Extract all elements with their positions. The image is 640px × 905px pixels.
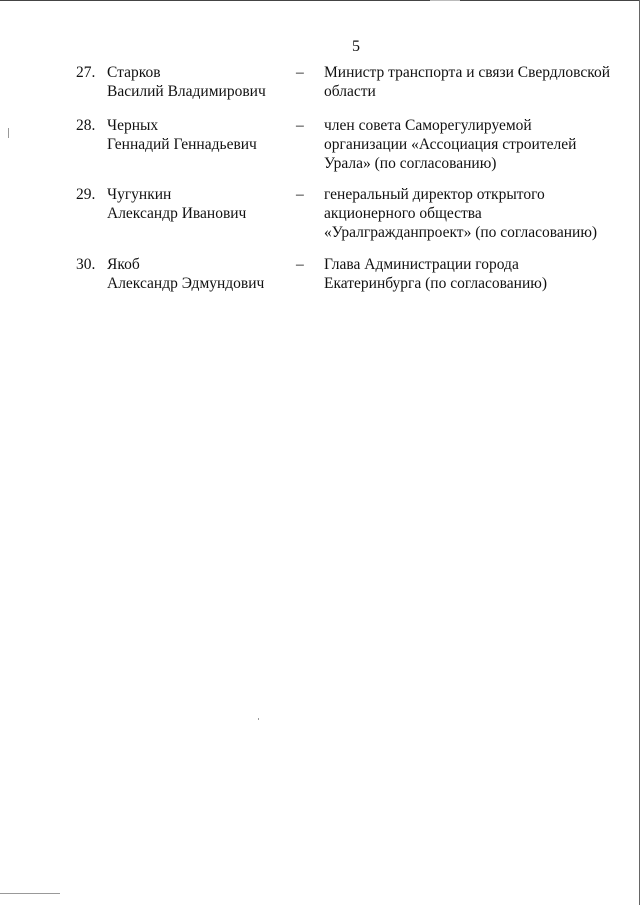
entry-number: 29.	[76, 186, 96, 203]
position-line: Глава Администрации города	[324, 256, 519, 273]
person-name	[107, 63, 282, 101]
position-line: член совета Саморегулируемой	[324, 117, 532, 134]
person-name	[107, 255, 282, 293]
scan-artifact	[430, 0, 460, 1]
entry-number: 30.	[76, 256, 96, 273]
position-line: Екатеринбурга (по согласованию)	[324, 275, 547, 292]
person-name	[107, 116, 282, 154]
person-given-names: Геннадий Геннадьевич	[107, 136, 257, 153]
entry-number: 27.	[76, 64, 96, 81]
position-line: генеральный директор открытого	[324, 186, 545, 203]
entry-dash: –	[296, 256, 304, 273]
entry-dash: –	[296, 186, 304, 203]
position-line: «Уралгражданпроект» (по согласованию)	[324, 224, 598, 241]
scan-artifact	[258, 718, 259, 720]
page-number: 5	[352, 38, 360, 55]
person-given-names: Александр Эдмундович	[107, 275, 265, 292]
entry-dash: –	[296, 64, 304, 81]
page-top-edge	[0, 0, 640, 1]
person-given-names: Василий Владимирович	[107, 83, 266, 100]
person-surname: Чугункин	[107, 186, 172, 203]
person-surname: Якоб	[107, 256, 140, 273]
person-position	[324, 185, 614, 242]
person-name	[107, 185, 282, 223]
entry-number: 28.	[76, 117, 96, 134]
person-position	[324, 255, 614, 293]
position-line: акционерного общества	[324, 205, 482, 222]
person-given-names: Александр Иванович	[107, 205, 247, 222]
person-position	[324, 63, 614, 101]
scan-artifact	[0, 893, 60, 894]
position-line: области	[324, 83, 376, 100]
person-surname: Старков	[107, 64, 161, 81]
position-line: организации «Ассоциация строителей	[324, 136, 577, 153]
position-line: Министр транспорта и связи Свердловской	[324, 64, 611, 81]
person-surname: Черных	[107, 117, 159, 134]
person-position	[324, 116, 614, 173]
entry-dash: –	[296, 117, 304, 134]
scan-artifact	[8, 128, 9, 138]
position-line: Урала» (по согласованию)	[324, 155, 497, 172]
